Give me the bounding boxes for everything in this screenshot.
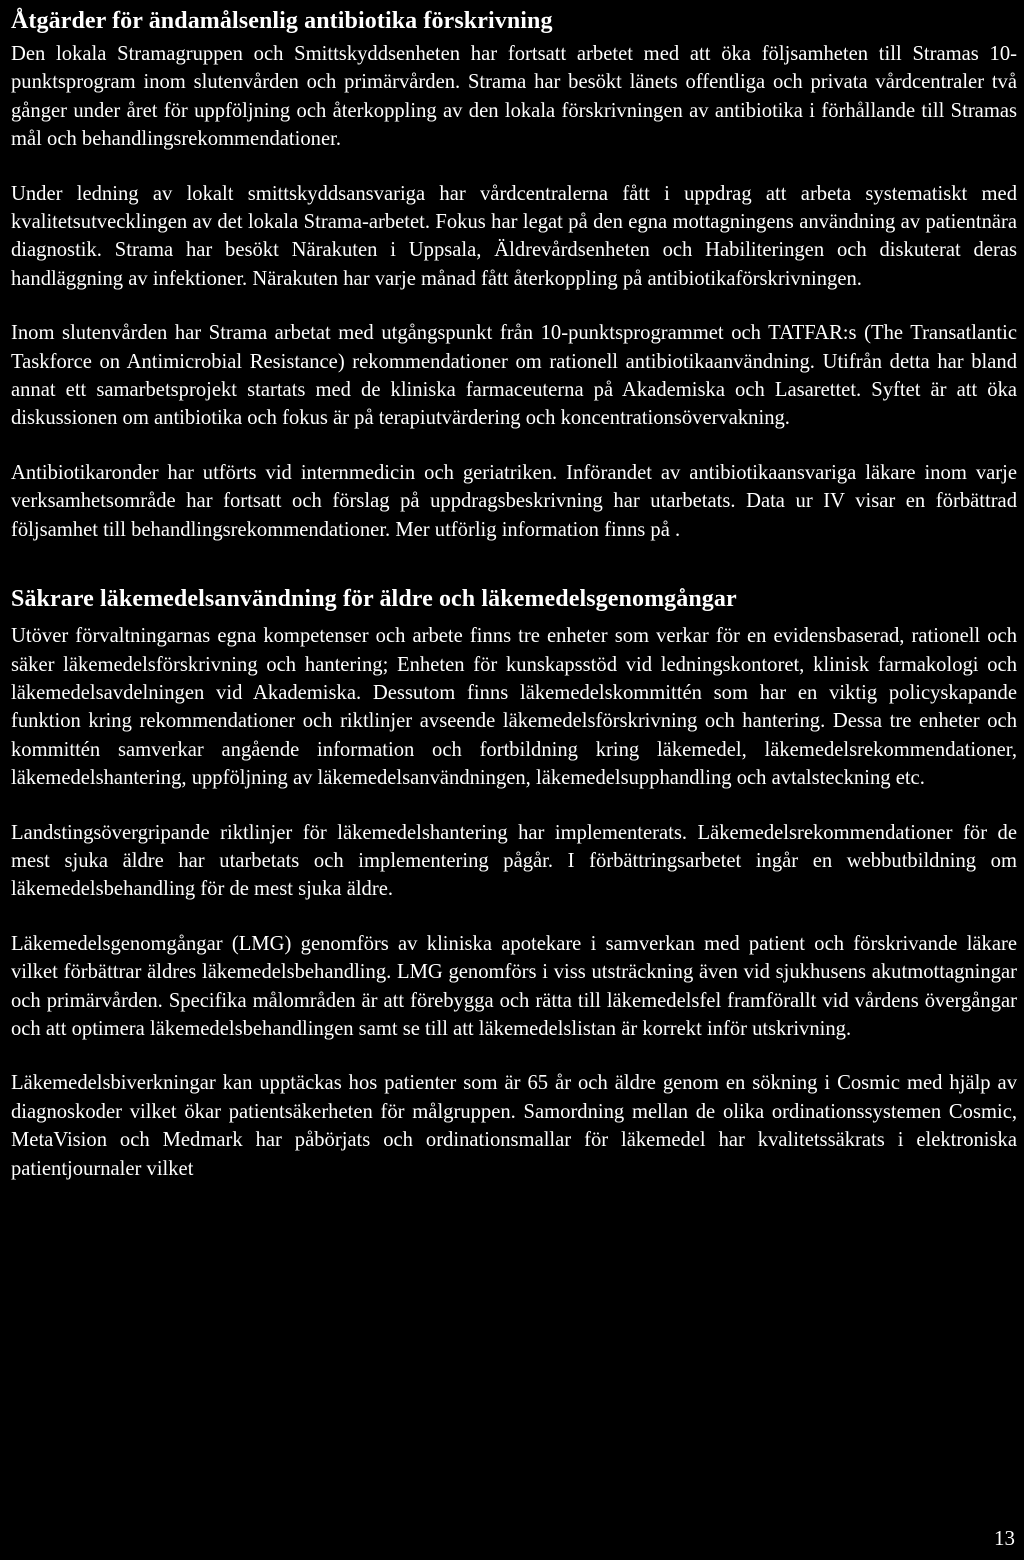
page-number: 13 xyxy=(994,1526,1015,1550)
section-heading-antibiotics: Åtgärder för ändamålsenlig antibiotika förskrivning xyxy=(11,8,553,34)
paragraph-medication-units: Utöver förvaltningarnas egna kompetenser och arbete finns tre enheter som verkar för en evidensbaserad, rationell och säker läkemedelsförskrivning och hantering; Enheten för kunskapsstöd vid ledningskontoret, klinisk farmakologi och läkemedelsavdelningen vid Akademiska. Dessutom finns läkemedelskommittén som har en viktig policyskapande funktion kring rekommendationer och riktlinjer avseende läkemedelsförskrivning och hantering. Dessa tre enheter och kommittén samverkar angående information och fortbildning kring läkemedel, läkemedelsrekommendationer, läkemedelshantering, uppföljning av läkemedelsanvändningen, läkemedelsupphandling och avtalsteckning etc. xyxy=(11,625,1017,790)
paragraph-inpatient-care: Inom slutenvården har Strama arbetat med utgångspunkt från 10-punktsprogrammet och TATFAR:s (The Transatlantic Taskforce on Antimicrobial Resistance) rekommendationer om rationell antibiotikaanvändning. Utifrån detta har bland annat ett samarbetsprojekt startats med de kliniska farmaceuterna på Akademiska och Lasarettet. Syftet är att öka diskussionen om antibiotika och fokus är på terapiutvärdering och koncentrationsövervakning. xyxy=(11,322,1017,430)
document-page xyxy=(11,6,1017,1183)
paragraph-antibiotic-rounds: Antibiotikaronder har utförts vid internmedicin och geriatriken. Införandet av antibiotikaansvariga läkare inom varje verksamhetsområde har fortsatt och förslag på uppdragsbeskrivning har utarbetats. Data ur IV visar en förbättrad följsamhet till behandlingsrekommendationer. Mer utförlig information finns på . xyxy=(11,461,1017,541)
paragraph-medication-reviews: Läkemedelsgenomgångar (LMG) genomförs av kliniska apotekare i samverkan med patient och förskrivande läkare vilket förbättrar äldres läkemedelsbehandling. LMG genomförs i viss utsträckning även vid sjukhusens akutmottagningar och primärvården. Specifika målområden är att förebygga och rätta till läkemedelsfel framförallt vid vårdens övergångar och att optimera läkemedelsbehandlingen samt se till att läkemedelslistan är korrekt inför utskrivning. xyxy=(11,932,1017,1040)
paragraph-adverse-reactions: Läkemedelsbiverkningar kan upptäckas hos patienter som är 65 år och äldre genom en sökning i Cosmic med hjälp av diagnoskoder vilket ökar patientsäkerheten för målgruppen. Samordning mellan de olika ordinationssystemen Cosmic, MetaVision och Medmark har påbörjats och ordinationsmallar för läkemedel har kvalitetssäkrats i elektroniska patientjournaler vilket xyxy=(11,1072,1017,1180)
paragraph-guidelines: Landstingsövergripande riktlinjer för läkemedelshantering har implementerats. Läkemedelsrekommendationer för de mest sjuka äldre har utarbetats och implementering pågår. I förbättringsarbetet ingår en webbutbildning om läkemedelsbehandling för de mest sjuka äldre. xyxy=(11,821,1017,901)
section-heading-elderly-medication: Säkrare läkemedelsanvändning för äldre och läkemedelsgenomgångar xyxy=(11,586,737,613)
paragraph-local-strama-work: Under ledning av lokalt smittskyddsansvariga har vårdcentralerna fått i uppdrag att arbeta systematiskt med kvalitetsutvecklingen av det lokala Strama-arbetet. Fokus har legat på den egna mottagningens användning av patientnära diagnostik. Strama har besökt Närakuten i Uppsala, Äldrevårdsenheten och Habiliteringen och diskuterat deras handläggning av infektioner. Närakuten har varje månad fått återkoppling på antibiotikaförskrivningen. xyxy=(11,182,1017,290)
paragraph-strama-followup: Den lokala Stramagruppen och Smittskyddsenheten har fortsatt arbetet med att öka följsamheten till Stramas 10-punktsprogram inom slutenvården och primärvården. Strama har besökt länets offentliga och privata vårdcentraler två gånger under året för uppföljning och återkoppling av den lokala förskrivningen av antibiotika i förhållande till Stramas mål och behandlingsrekommendationer. xyxy=(11,43,1017,151)
